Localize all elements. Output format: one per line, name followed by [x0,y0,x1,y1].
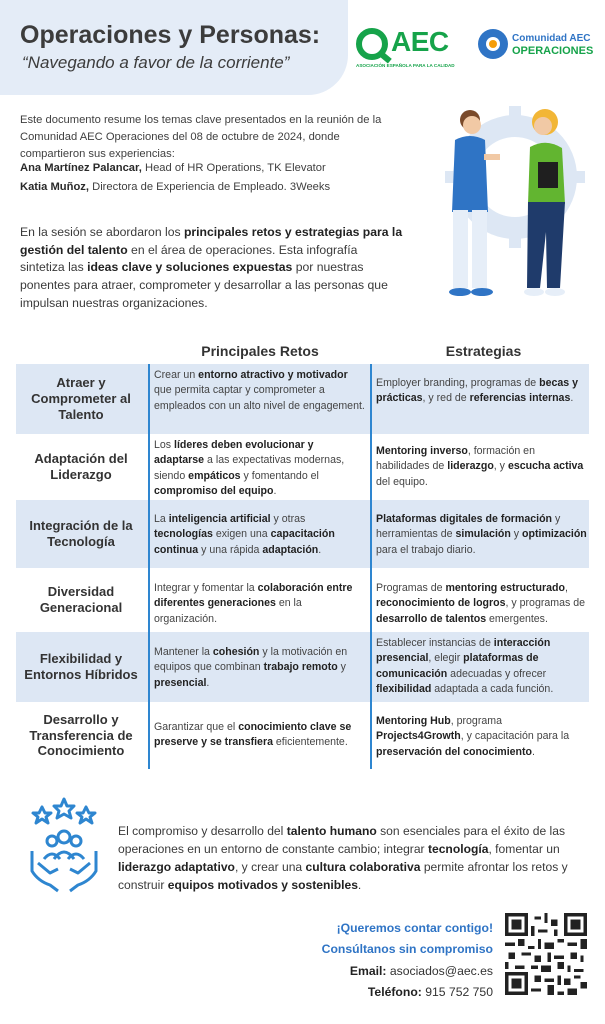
cell-text: y una rápida [198,543,263,556]
comunidad-logo [478,27,598,67]
cell-text: y [510,528,523,541]
speaker-2 [20,181,420,193]
cell-emphasis: tecnologías [154,528,213,541]
conclusion-text: El compromiso y desarrollo del [118,824,287,838]
cell-emphasis: flexibilidad [376,683,432,696]
cell-text: emergentes. [486,612,548,625]
conclusion-emphasis: liderazgo adaptativo [118,860,235,875]
column-header-estrategias: Estrategias [445,343,522,359]
cell-emphasis: colaboración entre diferentes generaciones [154,582,353,610]
row-reto [154,368,366,414]
cell-text: y [337,661,346,674]
summary-text: En la sesión se abordaron los [20,225,184,239]
team-stars-hands-icon [28,797,100,893]
row-topic: Diversidad Generacional [39,584,123,615]
row-estrategia [376,636,588,697]
cell-emphasis: desarrollo de talentos [376,612,487,625]
cell-text: , elegir [428,652,464,665]
conclusion-emphasis: equipos motivados y sostenibles [167,878,358,893]
aec-logo-caption: ASOCIACIÓN ESPAÑOLA PARA LA CALIDAD [356,63,455,68]
cell-emphasis: mentoring estructurado [445,582,565,594]
row-reto [154,438,366,499]
conclusion-emphasis: cultura colaborativa [305,860,421,875]
contact-email[interactable] [322,961,493,982]
contact-phone[interactable] [322,982,493,1003]
cell-text: y fomentando el [240,469,319,482]
cell-emphasis: referencias internas [469,392,571,405]
contact-block [322,918,493,1003]
row-estrategia [376,714,588,760]
cell-emphasis: optimización [522,528,587,541]
row-reto [154,720,366,751]
cell-emphasis: escucha activa [507,460,584,473]
table-row [16,702,589,769]
cell-text: , y programas de [505,597,585,610]
page-title: Operaciones y Personas: [20,21,321,49]
row-estrategia [376,376,588,407]
qr-code[interactable] [505,913,587,995]
speaker-1-role: Head of HR Operations, TK Elevator [141,162,326,174]
summary-text: en el área de operaciones. Esta infografía sintetiza las [20,242,358,275]
cell-emphasis: inteligencia artificial [168,513,271,525]
conclusion-text: , y crear una [234,860,306,875]
conclusion-text: . [357,878,362,893]
cell-text: Garantizar que el [154,721,239,733]
cell-emphasis: presencial [154,676,207,689]
cell-text: . [273,485,277,498]
table-row [16,500,589,568]
cell-text: , y red de [422,392,470,405]
column-divider [370,364,372,769]
cell-text: Employer branding, programas de [376,377,540,389]
cell-emphasis: compromiso del equipo [154,485,274,498]
summary-emphasis: principales retos y estrategias para la gestión del talento [20,225,403,257]
cell-emphasis: liderazgo [447,460,494,473]
conclusion-text: son esenciales para el éxito de las operaciones en un entorno de constante cambio; integrar [118,824,565,857]
cell-text: que permita captar y comprometer a empleados con un alto nivel de engagement. [154,384,365,412]
table-row [16,364,589,434]
cell-text: , y capacitación para la [460,730,570,743]
cell-text: , y [493,460,508,473]
row-topic: Desarrollo y Transferencia de Conocimiento [29,711,133,759]
speaker-2-name: Katia Muñoz, [20,181,89,193]
cell-emphasis: preservación del conocimiento [376,745,533,758]
cell-text: para el trabajo diario. [376,543,476,556]
row-topic: Flexibilidad y Entornos Híbridos [24,651,138,682]
cell-emphasis: líderes deben evolucionar y adaptarse [154,439,314,467]
cell-text: La [154,513,169,525]
cell-text: Crear un [154,369,199,381]
cell-emphasis: entorno atractivo y motivador [198,369,348,381]
row-topic: Adaptación del Liderazgo [34,451,128,482]
cell-text: y otras [270,513,306,525]
summary-emphasis: ideas clave y soluciones expuestas [87,260,293,275]
cell-text: . [570,392,574,405]
cell-emphasis: Projects4Growth [376,730,461,743]
cell-text: eficientemente. [272,736,348,749]
table-row [16,434,589,500]
cell-text: , programa [450,715,502,727]
cell-text: Programas de [376,582,446,594]
cell-emphasis: adaptación [262,543,319,556]
column-header-retos: Principales Retos [201,343,319,359]
email-label: Email: [349,963,387,978]
intro-text: Este documento resume los temas clave presentados en la reunión de la Comunidad AEC Operaciones del 08 de octubre de 2024, donde compartieron sus experiencias: [20,114,382,160]
community-icon [478,29,508,59]
cell-text: . [206,676,210,689]
conclusion-emphasis: tecnología [427,842,489,857]
conclusion-text: , fomentar un [488,842,560,857]
cell-text: Integrar y fomentar la [154,582,258,594]
cell-text: . [532,745,535,758]
cell-emphasis: trabajo remoto [263,661,338,674]
cell-emphasis: simulación [455,528,511,541]
cell-text: y la motivación en equipos que combinan [154,646,348,674]
cell-text: del equipo. [376,475,428,488]
row-reto [154,512,366,558]
aec-logo-text: AEC [391,26,449,57]
table-row [16,568,589,632]
row-topic: Atraer y Comprometer al Talento [31,375,131,422]
row-estrategia [376,512,588,558]
cell-emphasis: cohesión [212,646,260,658]
contact-cta-subline: Consúltanos sin compromiso [321,942,493,957]
cell-text: Establecer instancias de [376,637,494,649]
cell-text: adecuadas y ofrecer [447,667,547,680]
cell-emphasis: reconocimiento de logros [376,597,506,610]
conclusion-emphasis: talento humano [286,824,377,838]
cell-text: en la organización. [154,597,302,625]
cell-emphasis: conocimiento clave se preserve y se transfiera [154,721,352,749]
aec-q-icon [356,28,388,60]
cell-emphasis: Mentoring inverso [376,445,468,457]
speaker-1 [20,162,420,174]
contact-call-to-action: ¡Queremos contar contigo! [336,921,493,935]
cell-text: adaptada a cada función. [431,683,554,696]
cell-text: . [318,543,322,556]
cell-emphasis: Plataformas digitales de formación [376,513,553,525]
email-value[interactable]: asociados@aec.es [386,963,493,978]
conclusion-text: permite afrontar los retos y construir [118,860,568,893]
cell-text: Los [154,439,175,451]
table-row [16,632,589,702]
summary-paragraph [20,224,405,312]
row-reto [154,645,366,691]
conclusion-paragraph [118,822,588,895]
row-estrategia [376,444,588,490]
cell-emphasis: Mentoring Hub [376,715,451,727]
cell-emphasis: plataformas de comunicación [376,652,539,680]
row-estrategia [376,581,588,627]
row-topic: Integración de la Tecnología [29,518,133,549]
cell-text: exigen una [212,528,271,541]
cell-emphasis: interacción presencial [376,637,551,665]
cell-text: a las expectativas modernas, siendo [154,454,345,482]
comunidad-logo-line1: Comunidad AEC [512,33,591,44]
cell-emphasis: capacitación continua [154,528,335,556]
cell-text: , formación en habilidades de [376,445,535,473]
phone-value[interactable]: 915 752 750 [421,985,493,1000]
cell-text: Mantener la [154,646,213,658]
cell-emphasis: empáticos [188,469,241,482]
aec-logo [356,28,461,70]
comunidad-logo-line2: OPERACIONES [512,45,594,57]
phone-label: Teléfono: [367,985,422,1000]
cell-text: , [564,582,568,594]
column-divider [148,364,150,769]
people-illustration [420,92,600,312]
row-reto [154,581,366,627]
speaker-2-role: Directora de Experiencia de Empleado. 3Weeks [89,181,331,193]
summary-text: por nuestras ponentes para atraer, comprometer y desarrollar a las personas que impulsan nuestras organizaciones. [20,260,388,310]
cell-emphasis: becas y prácticas [376,377,578,405]
page-subtitle: “Navegando a favor de la corriente” [22,53,290,72]
cell-text: y herramientas de [376,513,561,541]
speaker-1-name: Ana Martínez Palancar, [20,162,142,174]
